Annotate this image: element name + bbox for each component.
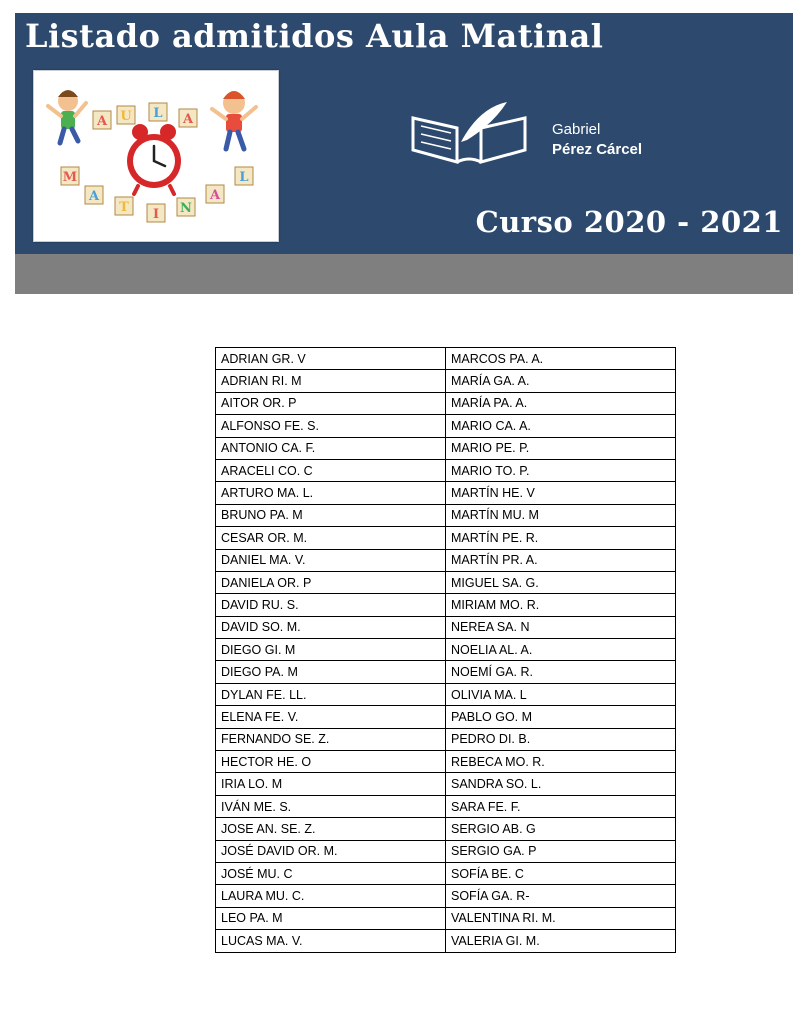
letter-block-letter: L (239, 170, 249, 185)
student-name-col1: IRIA LO. M (216, 773, 446, 795)
logo-illustration (34, 71, 278, 241)
open-book-quill-icon (409, 98, 529, 168)
table-row (216, 571, 676, 593)
letter-block-letter: A (96, 114, 108, 129)
table-row (216, 706, 676, 728)
child-left-icon (48, 90, 86, 143)
student-name-col2: REBECA MO. R. (446, 751, 676, 773)
student-name-col2: MARTÍN PE. R. (446, 527, 676, 549)
student-name-col2: MARTÍN MU. M (446, 504, 676, 526)
student-name-col1: JOSE AN. SE. Z. (216, 818, 446, 840)
student-name-col2: NOELIA AL. A. (446, 639, 676, 661)
page-title: Listado admitidos Aula Matinal (25, 17, 604, 55)
table-row (216, 639, 676, 661)
table-row (216, 392, 676, 414)
student-name-col1: BRUNO PA. M (216, 504, 446, 526)
table-row (216, 415, 676, 437)
student-name-col2: PEDRO DI. B. (446, 728, 676, 750)
letter-block-letter: T (119, 200, 129, 215)
table-row (216, 616, 676, 638)
student-name-col1: ARTURO MA. L. (216, 482, 446, 504)
student-name-col2: MARÍA GA. A. (446, 370, 676, 392)
student-name-col1: ADRIAN GR. V (216, 348, 446, 370)
student-name-col2: PABLO GO. M (446, 706, 676, 728)
student-name-col1: LUCAS MA. V. (216, 930, 446, 952)
table-row (216, 885, 676, 907)
student-name-col2: SANDRA SO. L. (446, 773, 676, 795)
student-name-col1: DAVID SO. M. (216, 616, 446, 638)
student-name-col2: MARTÍN HE. V (446, 482, 676, 504)
student-name-col1: IVÁN ME. S. (216, 795, 446, 817)
student-name-col1: ALFONSO FE. S. (216, 415, 446, 437)
table-row (216, 907, 676, 929)
table-row (216, 840, 676, 862)
student-name-col2: VALENTINA RI. M. (446, 907, 676, 929)
student-name-col2: SERGIO AB. G (446, 818, 676, 840)
table-row (216, 795, 676, 817)
letter-block-letter: A (88, 189, 100, 204)
table-row (216, 773, 676, 795)
student-name-col1: DIEGO PA. M (216, 661, 446, 683)
table-row (216, 661, 676, 683)
student-name-col1: AITOR OR. P (216, 392, 446, 414)
student-name-col1: JOSÉ DAVID OR. M. (216, 840, 446, 862)
student-name-col1: DYLAN FE. LL. (216, 683, 446, 705)
student-name-col2: MARIO TO. P. (446, 459, 676, 481)
student-name-col1: LAURA MU. C. (216, 885, 446, 907)
student-name-col2: MARIO CA. A. (446, 415, 676, 437)
table-row (216, 930, 676, 952)
admitted-students-table (215, 347, 676, 953)
letter-block-letter: A (182, 112, 194, 127)
student-name-col1: ARACELI CO. C (216, 459, 446, 481)
student-name-col2: OLIVIA MA. L (446, 683, 676, 705)
student-name-col1: LEO PA. M (216, 907, 446, 929)
child-right-icon (212, 91, 256, 149)
student-name-col2: MIGUEL SA. G. (446, 571, 676, 593)
student-name-col2: MARÍA PA. A. (446, 392, 676, 414)
table-row (216, 862, 676, 884)
table-row (216, 549, 676, 571)
aula-matinal-logo (33, 70, 279, 242)
letter-block-letter: U (120, 109, 132, 124)
student-name-col1: ANTONIO CA. F. (216, 437, 446, 459)
table-row (216, 594, 676, 616)
table-row (216, 751, 676, 773)
student-name-col1: DANIEL MA. V. (216, 549, 446, 571)
table-row (216, 683, 676, 705)
student-name-col2: SOFÍA GA. R- (446, 885, 676, 907)
author-name (552, 120, 642, 160)
student-name-col1: DAVID RU. S. (216, 594, 446, 616)
student-name-col2: VALERIA GI. M. (446, 930, 676, 952)
author-first-name: Gabriel (552, 121, 601, 138)
alarm-clock-icon (127, 124, 181, 194)
student-name-col2: MARIO PE. P. (446, 437, 676, 459)
student-name-col1: DIEGO GI. M (216, 639, 446, 661)
table-row (216, 818, 676, 840)
author-last-name: Pérez Cárcel (552, 141, 643, 158)
header-banner (15, 13, 793, 254)
table-row (216, 504, 676, 526)
student-name-col1: DANIELA OR. P (216, 571, 446, 593)
table-row (216, 459, 676, 481)
student-name-col2: SERGIO GA. P (446, 840, 676, 862)
student-name-col2: NOEMÍ GA. R. (446, 661, 676, 683)
table-row (216, 437, 676, 459)
letter-block-letter: A (209, 188, 221, 203)
table-row (216, 482, 676, 504)
student-name-col1: HECTOR HE. O (216, 751, 446, 773)
course-year: Curso 2020 - 2021 (475, 205, 783, 239)
letter-block-letter: I (152, 207, 160, 222)
student-name-col1: ELENA FE. V. (216, 706, 446, 728)
student-name-col1: ADRIAN RI. M (216, 370, 446, 392)
table-row (216, 370, 676, 392)
student-name-col2: SARA FE. F. (446, 795, 676, 817)
student-name-col2: MIRIAM MO. R. (446, 594, 676, 616)
student-name-col2: MARCOS PA. A. (446, 348, 676, 370)
table-row (216, 728, 676, 750)
student-name-col2: MARTÍN PR. A. (446, 549, 676, 571)
table-row (216, 527, 676, 549)
student-name-col1: FERNANDO SE. Z. (216, 728, 446, 750)
student-name-col1: JOSÉ MU. C (216, 862, 446, 884)
student-name-col2: SOFÍA BE. C (446, 862, 676, 884)
table-row (216, 348, 676, 370)
student-name-col1: CESAR OR. M. (216, 527, 446, 549)
letter-block-letter: M (62, 170, 78, 185)
letter-block-letter: L (153, 106, 163, 121)
grey-divider-bar (15, 254, 793, 294)
student-name-col2: NEREA SA. N (446, 616, 676, 638)
letter-block-letter: N (180, 201, 192, 216)
